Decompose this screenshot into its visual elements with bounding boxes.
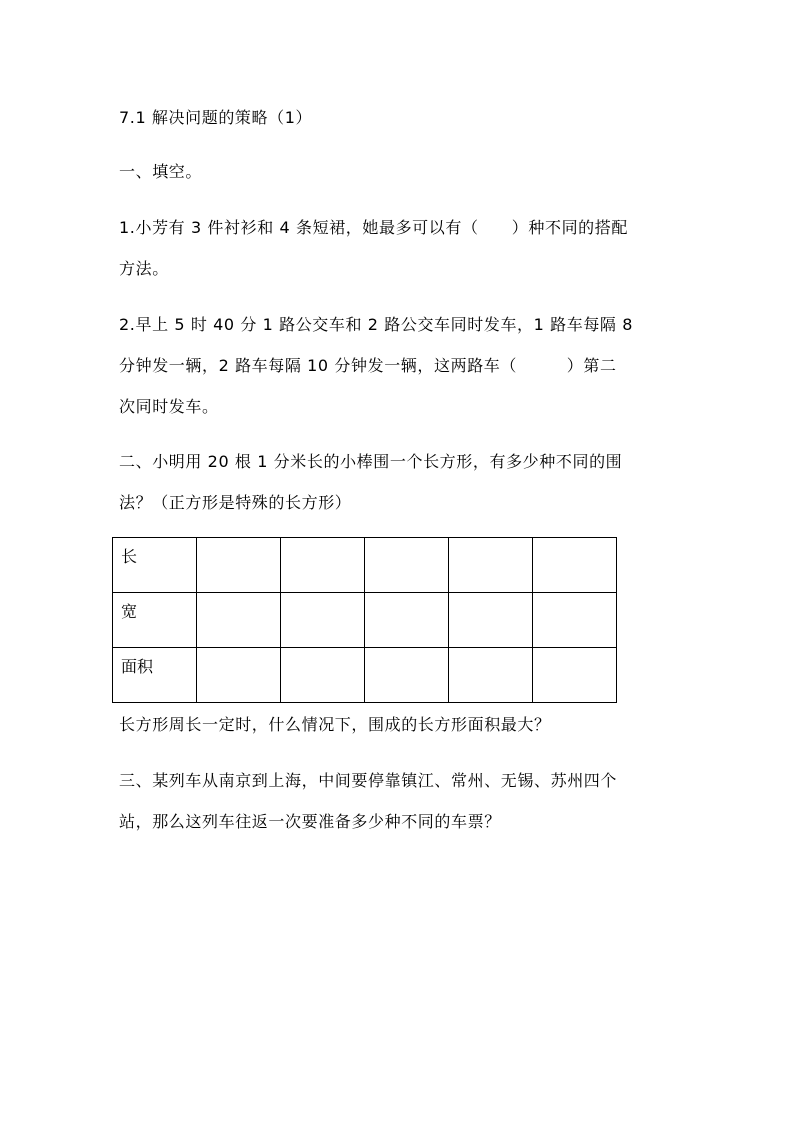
section-3-line-2: 站，那么这列车往返一次要准备多少种不同的车票？ [119,812,501,831]
table-row [113,648,617,703]
question-2-line-2: 分钟发一辆，2 路车每隔 10 分钟发一辆，这两路车（ ）第二 [119,356,617,375]
row-label-cell [113,593,197,648]
answer-cell[interactable] [533,593,617,648]
answer-cell[interactable] [365,538,449,593]
question-1-line-2: 方法。 [119,259,169,278]
answer-cell[interactable] [197,593,281,648]
answer-cell[interactable] [533,538,617,593]
answer-cell[interactable] [281,538,365,593]
row-label: 面积 [121,657,154,676]
question-2-line-3: 次同时发车。 [119,397,219,416]
answer-cell[interactable] [365,593,449,648]
answer-cell[interactable] [281,648,365,703]
worksheet-title: 7.1 解决问题的策略（1） [119,108,313,127]
question-2-line-1: 2.早上 5 时 40 分 1 路公交车和 2 路公交车同时发车，1 路车每隔 8 [119,315,633,334]
answer-cell[interactable] [449,593,533,648]
table-row [113,538,617,593]
section-3-line-1: 三、某列车从南京到上海，中间要停靠镇江、常州、无锡、苏州四个 [119,771,618,790]
section-2-followup: 长方形周长一定时，什么情况下，围成的长方形面积最大？ [119,715,551,734]
row-label-cell [113,648,197,703]
row-label: 宽 [121,602,138,621]
answer-cell[interactable] [197,538,281,593]
question-1-line-1: 1.小芳有 3 件衬衫和 4 条短裙，她最多可以有（ ）种不同的搭配 [119,218,628,237]
rectangle-dimensions-table [112,537,617,703]
section-2-line-2: 法？（正方形是特殊的长方形） [119,493,352,512]
answer-cell[interactable] [449,648,533,703]
answer-cell[interactable] [197,648,281,703]
answer-cell[interactable] [365,648,449,703]
section-2-line-1: 二、小明用 20 根 1 分米长的小棒围一个长方形，有多少种不同的围 [119,452,623,471]
section-1-heading: 一、填空。 [119,162,203,181]
row-label: 长 [121,547,138,566]
answer-cell[interactable] [281,593,365,648]
table-row [113,593,617,648]
row-label-cell [113,538,197,593]
answer-cell[interactable] [533,648,617,703]
answer-cell[interactable] [449,538,533,593]
